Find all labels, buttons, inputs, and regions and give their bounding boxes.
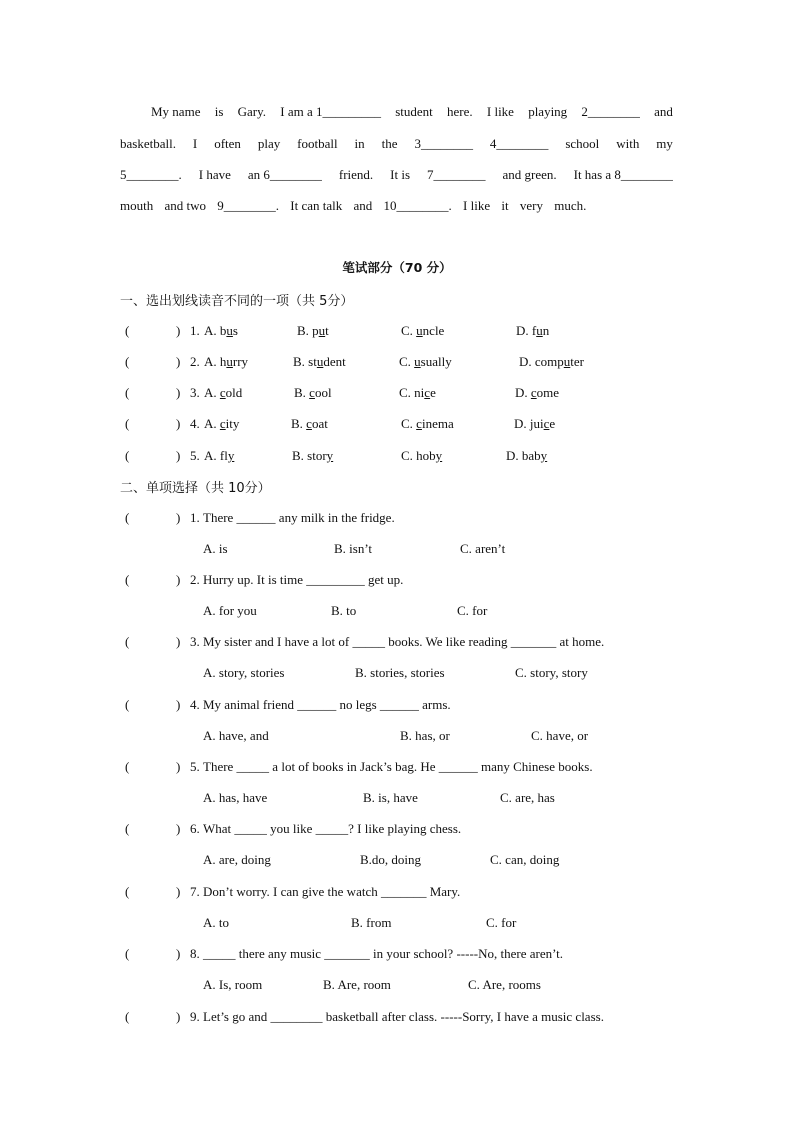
answer-paren-close: ) bbox=[176, 385, 181, 400]
answer-paren-close: ) bbox=[176, 510, 181, 525]
underlined-letters: c bbox=[424, 385, 431, 400]
option-suffix: e bbox=[430, 385, 436, 400]
answer-paren-close: ) bbox=[176, 1009, 181, 1024]
option bbox=[514, 414, 555, 434]
option bbox=[399, 352, 452, 372]
answer-paren-close: ) bbox=[176, 448, 181, 463]
underlined-letters: y bbox=[227, 448, 235, 463]
underlined-letters: u bbox=[226, 323, 233, 338]
option bbox=[515, 383, 559, 403]
option: A. has, have bbox=[203, 790, 268, 805]
answer-paren-open: ( bbox=[125, 510, 130, 525]
option: C. aren’t bbox=[460, 541, 506, 556]
question-row bbox=[125, 632, 685, 652]
question-number: 9. bbox=[190, 1009, 200, 1024]
question-number: 5. bbox=[190, 759, 200, 774]
options-row bbox=[125, 975, 685, 995]
question-stem: There ______ any milk in the fridge. bbox=[203, 510, 395, 525]
option-suffix: ncle bbox=[422, 323, 445, 338]
question-number: 2. bbox=[190, 572, 200, 587]
answer-paren-open: ( bbox=[125, 884, 130, 899]
option-suffix: dent bbox=[323, 354, 346, 369]
passage-word: in bbox=[354, 136, 365, 151]
option-prefix: B. stor bbox=[292, 448, 327, 463]
option bbox=[292, 446, 333, 466]
option bbox=[506, 446, 547, 466]
passage-line-3 bbox=[120, 165, 673, 185]
question-row bbox=[125, 819, 685, 839]
options-row bbox=[125, 601, 685, 621]
question-row bbox=[125, 321, 685, 341]
option: C. are, has bbox=[500, 790, 555, 805]
underlined-letters: u bbox=[536, 323, 543, 338]
passage-word: my bbox=[656, 136, 673, 151]
answer-paren-close: ) bbox=[176, 884, 181, 899]
option-suffix: rry bbox=[232, 354, 249, 369]
part2-heading: 二、单项选择（共 10分） bbox=[120, 481, 271, 496]
answer-paren-open: ( bbox=[125, 448, 130, 463]
option-prefix: B. bbox=[291, 416, 307, 431]
question-number: 3. bbox=[190, 385, 200, 400]
option bbox=[401, 414, 454, 434]
option: C. have, or bbox=[531, 728, 589, 743]
underlined-letters: u bbox=[563, 354, 571, 369]
passage-word: and bbox=[654, 104, 673, 119]
option bbox=[204, 321, 238, 341]
answer-paren-close: ) bbox=[176, 323, 181, 338]
option: A. Is, room bbox=[203, 977, 263, 992]
question-row bbox=[125, 414, 685, 434]
option: B.do, doing bbox=[360, 852, 422, 867]
question-number: 4. bbox=[190, 416, 200, 431]
option: C. can, doing bbox=[490, 852, 560, 867]
option-suffix: e bbox=[549, 416, 556, 431]
option bbox=[297, 321, 329, 341]
question-stem: Hurry up. It is time _________ get up. bbox=[203, 572, 404, 587]
section-title: 笔试部分（70 分） bbox=[342, 260, 452, 275]
passage-word: football bbox=[297, 136, 338, 151]
answer-paren-close: ) bbox=[176, 354, 181, 369]
question-number: 1. bbox=[190, 323, 200, 338]
passage-word: and green. bbox=[502, 167, 557, 182]
passage-word: much. bbox=[554, 198, 587, 213]
passage-word: I like bbox=[463, 198, 491, 213]
options-row bbox=[125, 539, 685, 559]
option: B. is, have bbox=[363, 790, 418, 805]
underlined-letters: y bbox=[540, 448, 548, 463]
answer-paren-open: ( bbox=[125, 416, 130, 431]
option bbox=[293, 352, 346, 372]
passage-word: mouth bbox=[120, 198, 154, 213]
question-number: 2. bbox=[190, 354, 200, 369]
question-row bbox=[125, 882, 685, 902]
underlined-letters: c bbox=[309, 385, 315, 400]
option-prefix: D. bbox=[515, 385, 531, 400]
passage-word: It is bbox=[390, 167, 411, 182]
underlined-letters: c bbox=[219, 416, 226, 431]
option bbox=[291, 414, 328, 434]
passage-word: I like bbox=[486, 104, 514, 119]
answer-paren-open: ( bbox=[125, 1009, 130, 1024]
option-prefix: C. bbox=[399, 354, 415, 369]
option-prefix: B. st bbox=[293, 354, 317, 369]
passage-word: and two bbox=[164, 198, 207, 213]
answer-paren-close: ) bbox=[176, 572, 181, 587]
option bbox=[204, 383, 242, 403]
option-prefix: A. bbox=[204, 385, 220, 400]
answer-paren-close: ) bbox=[176, 759, 181, 774]
underlined-letters: y bbox=[326, 448, 334, 463]
answer-paren-open: ( bbox=[125, 354, 130, 369]
passage-word: friend. bbox=[338, 167, 374, 182]
passage-word: I bbox=[192, 136, 198, 151]
passage-word: playing bbox=[528, 104, 568, 119]
question-row bbox=[125, 383, 685, 403]
option-suffix: sually bbox=[420, 354, 452, 369]
option: A. are, doing bbox=[203, 852, 271, 867]
answer-paren-open: ( bbox=[125, 946, 130, 961]
option bbox=[294, 383, 332, 403]
question-number: 3. bbox=[190, 634, 200, 649]
question-row bbox=[125, 352, 685, 372]
option-prefix: B. p bbox=[297, 323, 319, 338]
question-stem: Let’s go and ________ basketball after class. -----Sorry, I have a music class. bbox=[203, 1009, 604, 1024]
underlined-letters: u bbox=[316, 354, 324, 369]
passage-word: I am a 1_________ bbox=[280, 104, 381, 119]
option-prefix: D. bab bbox=[506, 448, 541, 463]
passage-word: 5________. bbox=[120, 167, 182, 182]
question-row bbox=[125, 757, 685, 777]
option: C. story, story bbox=[515, 665, 588, 680]
passage-word: play bbox=[257, 136, 281, 151]
option bbox=[519, 352, 584, 372]
option-prefix: C. ni bbox=[399, 385, 425, 400]
passage-word: 2________ bbox=[581, 104, 640, 119]
option-suffix: old bbox=[225, 385, 243, 400]
option: B. isn’t bbox=[334, 541, 373, 556]
passage-word: an 6________ bbox=[247, 167, 322, 182]
answer-paren-open: ( bbox=[125, 572, 130, 587]
question-stem: My animal friend ______ no legs ______ arms. bbox=[203, 697, 451, 712]
passage-word: 3________ bbox=[414, 136, 473, 151]
option: A. story, stories bbox=[203, 665, 285, 680]
option: A. for you bbox=[203, 603, 257, 618]
question-number: 5. bbox=[190, 448, 200, 463]
question-row bbox=[125, 944, 685, 964]
passage-word: it bbox=[501, 198, 509, 213]
question-number: 6. bbox=[190, 821, 200, 836]
option: B. Are, room bbox=[323, 977, 391, 992]
option: A. to bbox=[203, 915, 229, 930]
option bbox=[399, 383, 436, 403]
underlined-letters: y bbox=[435, 448, 443, 463]
passage-word: here. bbox=[447, 104, 473, 119]
option-suffix: ter bbox=[570, 354, 584, 369]
passage-word: student bbox=[395, 104, 433, 119]
passage-word: often bbox=[214, 136, 241, 151]
option-suffix: inema bbox=[421, 416, 454, 431]
underlined-letters: c bbox=[543, 416, 550, 431]
passage-line-2 bbox=[120, 134, 673, 154]
question-stem: What _____ you like _____? I like playing chess. bbox=[203, 821, 462, 836]
option-suffix: t bbox=[325, 323, 329, 338]
passage-word: 7________ bbox=[427, 167, 486, 182]
options-row bbox=[125, 663, 685, 683]
passage-word: is bbox=[214, 104, 224, 119]
option: A. is bbox=[203, 541, 228, 556]
passage-word: and bbox=[353, 198, 373, 213]
passage-line-1 bbox=[151, 102, 673, 122]
options-row bbox=[125, 850, 685, 870]
underlined-letters: u bbox=[416, 323, 423, 338]
option bbox=[401, 446, 442, 466]
passage-word: 10________. bbox=[383, 198, 452, 213]
underlined-letters: u bbox=[414, 354, 421, 369]
option: C. Are, rooms bbox=[468, 977, 541, 992]
passage-word: school bbox=[565, 136, 600, 151]
underlined-letters: u bbox=[318, 323, 326, 338]
part1-heading: 一、选出划线读音不同的一项（共 5分） bbox=[120, 294, 354, 309]
answer-paren-open: ( bbox=[125, 759, 130, 774]
answer-paren-close: ) bbox=[176, 416, 181, 431]
option-prefix: C. bbox=[401, 323, 417, 338]
question-number: 1. bbox=[190, 510, 200, 525]
question-stem: My sister and I have a lot of _____ books. We like reading _______ at home. bbox=[203, 634, 605, 649]
option-prefix: C. hob bbox=[401, 448, 436, 463]
question-row bbox=[125, 695, 685, 715]
options-row bbox=[125, 726, 685, 746]
underlined-letters: c bbox=[416, 416, 422, 431]
option-suffix: ome bbox=[536, 385, 560, 400]
answer-paren-open: ( bbox=[125, 385, 130, 400]
passage-word: with bbox=[616, 136, 640, 151]
answer-paren-close: ) bbox=[176, 946, 181, 961]
option-suffix: ity bbox=[225, 416, 240, 431]
question-row bbox=[125, 508, 685, 528]
passage-word: basketball. bbox=[120, 136, 176, 151]
option-prefix: C. bbox=[401, 416, 417, 431]
question-stem: _____ there any music _______ in your school? -----No, there aren’t. bbox=[203, 946, 564, 961]
option: B. stories, stories bbox=[355, 665, 445, 680]
question-stem: There _____ a lot of books in Jack’s bag. He ______ many Chinese books. bbox=[203, 759, 593, 774]
option bbox=[401, 321, 444, 341]
option-prefix: A. bbox=[204, 416, 220, 431]
options-row bbox=[125, 788, 685, 808]
answer-paren-open: ( bbox=[125, 634, 130, 649]
answer-paren-open: ( bbox=[125, 697, 130, 712]
question-number: 8. bbox=[190, 946, 200, 961]
passage-word: Gary. bbox=[237, 104, 267, 119]
option: B. to bbox=[331, 603, 357, 618]
question-row bbox=[125, 570, 685, 590]
passage-word: It has a 8________ bbox=[573, 167, 673, 182]
answer-paren-close: ) bbox=[176, 634, 181, 649]
underlined-letters: c bbox=[219, 385, 226, 400]
option-prefix: A. fl bbox=[204, 448, 228, 463]
option: A. have, and bbox=[203, 728, 269, 743]
option bbox=[516, 321, 549, 341]
passage-word: the bbox=[381, 136, 398, 151]
option-prefix: D. comp bbox=[519, 354, 564, 369]
answer-paren-open: ( bbox=[125, 821, 130, 836]
passage-word: 4________ bbox=[489, 136, 549, 151]
answer-paren-close: ) bbox=[176, 821, 181, 836]
option-suffix: ool bbox=[314, 385, 332, 400]
option bbox=[204, 446, 234, 466]
underlined-letters: c bbox=[530, 385, 537, 400]
answer-paren-open: ( bbox=[125, 323, 130, 338]
option-prefix: D. f bbox=[516, 323, 537, 338]
options-row bbox=[125, 913, 685, 933]
option bbox=[204, 352, 248, 372]
passage-word: My name bbox=[151, 104, 201, 119]
option-suffix: oat bbox=[311, 416, 328, 431]
passage-word: I have bbox=[198, 167, 231, 182]
option-prefix: A. h bbox=[204, 354, 227, 369]
question-row bbox=[125, 1007, 685, 1027]
option bbox=[204, 414, 239, 434]
passage-word: very bbox=[519, 198, 543, 213]
question-stem: Don’t worry. I can give the watch _______ Mary. bbox=[203, 884, 461, 899]
passage-line-4 bbox=[120, 196, 673, 216]
question-row bbox=[125, 446, 685, 466]
option: C. for bbox=[486, 915, 517, 930]
option: C. for bbox=[457, 603, 488, 618]
option-suffix: n bbox=[542, 323, 550, 338]
passage-word: It can talk bbox=[290, 198, 343, 213]
passage-word: 9________. bbox=[217, 198, 280, 213]
option-prefix: A. b bbox=[204, 323, 227, 338]
underlined-letters: c bbox=[306, 416, 312, 431]
option: B. has, or bbox=[400, 728, 450, 743]
option-prefix: B. bbox=[294, 385, 310, 400]
option-suffix: s bbox=[232, 323, 238, 338]
question-number: 7. bbox=[190, 884, 200, 899]
option: B. from bbox=[351, 915, 392, 930]
option-prefix: D. jui bbox=[514, 416, 544, 431]
answer-paren-close: ) bbox=[176, 697, 181, 712]
question-number: 4. bbox=[190, 697, 200, 712]
underlined-letters: u bbox=[226, 354, 233, 369]
